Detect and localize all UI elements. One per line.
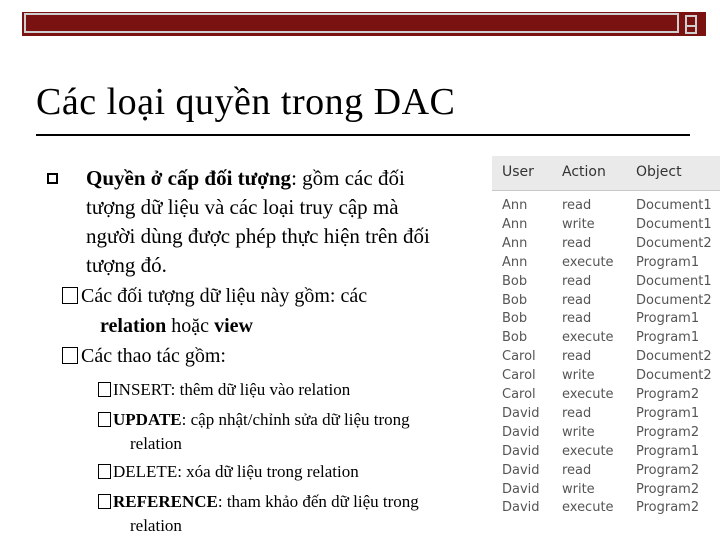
operation-text: INSERT: thêm dữ liệu vào relation	[113, 380, 351, 399]
op-bullet-box-icon	[98, 464, 111, 479]
cell-object: Document2	[636, 292, 712, 308]
cell-action: read	[562, 292, 592, 308]
top-decor-bar	[22, 12, 706, 36]
table-row	[492, 328, 720, 347]
cell-action: read	[562, 462, 592, 478]
cell-user: Ann	[502, 216, 528, 232]
cell-user: Carol	[502, 368, 536, 384]
operation-keyword: REFERENCE	[113, 492, 218, 511]
cell-action: write	[562, 368, 595, 384]
sub-bullet-1	[62, 282, 367, 310]
cell-user: Bob	[502, 311, 528, 327]
title-underline	[36, 134, 690, 136]
cell-action: execute	[562, 500, 614, 516]
table-row	[492, 366, 720, 385]
operation-keyword: UPDATE	[113, 410, 182, 429]
table-row	[492, 442, 720, 461]
table-row	[492, 423, 720, 442]
cell-user: David	[502, 481, 540, 497]
op-bullet-box-icon	[98, 412, 111, 427]
operation-item	[98, 408, 410, 432]
main-bullet-text	[86, 164, 486, 280]
cell-user: David	[502, 500, 540, 516]
cell-user: David	[502, 462, 540, 478]
cell-object: Program1	[636, 311, 700, 327]
or-word: hoặc	[166, 315, 215, 337]
top-bar-outline	[24, 13, 679, 33]
cell-object: Document2	[636, 235, 712, 251]
operation-item	[98, 460, 359, 484]
cell-user: David	[502, 443, 540, 459]
operation-item	[98, 378, 350, 402]
op-bullet-box-icon	[98, 382, 111, 397]
main-bullet-bold: Quyền ở cấp đối tượng	[86, 166, 292, 190]
cell-object: Document1	[636, 216, 712, 232]
cell-action: write	[562, 481, 595, 497]
cell-action: read	[562, 198, 592, 213]
cell-object: Program2	[636, 481, 700, 497]
sub-bullet-2-text: Các thao tác gồm:	[81, 345, 226, 367]
cell-user: Carol	[502, 349, 536, 365]
cell-action: read	[562, 405, 592, 421]
cell-user: Carol	[502, 387, 536, 402]
cell-user: Ann	[502, 198, 528, 213]
bullet-square-icon	[47, 173, 58, 184]
cell-user: David	[502, 424, 540, 440]
cell-user: Bob	[502, 292, 528, 308]
cell-action: read	[562, 311, 592, 327]
cell-action: read	[562, 273, 592, 289]
table-row	[492, 461, 720, 480]
table-row	[492, 291, 720, 310]
table-row	[492, 234, 720, 253]
header-object: Object	[636, 164, 682, 180]
cell-action: write	[562, 424, 595, 440]
table-row	[492, 385, 720, 404]
table-row	[492, 309, 720, 328]
cell-object: Document2	[636, 368, 712, 384]
cell-user: Bob	[502, 330, 528, 346]
sub-bullet-2	[62, 342, 226, 370]
table-row	[492, 347, 720, 366]
cell-user: Bob	[502, 273, 528, 289]
table-row	[492, 253, 720, 272]
operation-text: DELETE: xóa dữ liệu trong relation	[113, 462, 359, 481]
sub-bullet-box-icon	[62, 347, 78, 364]
cell-action: read	[562, 349, 592, 365]
table-row	[492, 404, 720, 423]
op-bullet-box-icon	[98, 494, 111, 509]
cell-user: David	[502, 405, 540, 421]
slide-title: Các loại quyền trong DAC	[36, 81, 456, 123]
cell-action: write	[562, 216, 595, 232]
table-row	[492, 480, 720, 499]
cell-action: execute	[562, 387, 614, 402]
cell-object: Program2	[636, 424, 700, 440]
cell-object: Document1	[636, 273, 712, 289]
cell-object: Program1	[636, 330, 700, 346]
view-word: view	[214, 315, 253, 337]
main-bullet-rest: : gồm các đối	[291, 166, 405, 190]
cell-object: Document2	[636, 349, 712, 365]
cell-action: execute	[562, 254, 614, 270]
cell-object: Program1	[636, 405, 700, 421]
operation-text-cont: relation	[130, 516, 182, 535]
operation-text-cont: relation	[130, 434, 182, 453]
main-bullet-line2: tượng dữ liệu và các loại truy cập mà	[86, 195, 399, 219]
operation-text: : tham khảo đến dữ liệu trong	[217, 492, 419, 511]
cell-object: Document1	[636, 198, 712, 213]
header-user: User	[502, 164, 534, 180]
cell-user: Ann	[502, 235, 528, 251]
main-bullet-line3: người dùng được phép thực hiện trên đối	[86, 224, 430, 248]
cell-object: Program1	[636, 254, 700, 270]
sub-bullet-1-cont	[100, 312, 253, 340]
cell-object: Program2	[636, 462, 700, 478]
sub-bullet-1-text: Các đối tượng dữ liệu này gồm: các	[81, 285, 368, 307]
main-bullet-line4: tượng đó.	[86, 253, 167, 277]
top-bar-square-2	[685, 25, 697, 34]
operation-item	[98, 490, 419, 514]
cell-object: Program1	[636, 443, 700, 459]
cell-action: execute	[562, 330, 614, 346]
relation-word: relation	[100, 315, 167, 337]
cell-object: Program2	[636, 387, 700, 402]
table-row	[492, 196, 720, 215]
sub-bullet-box-icon	[62, 287, 78, 304]
table-row	[492, 498, 720, 517]
operation-text: : cập nhật/chỉnh sửa dữ liệu trong	[181, 410, 410, 429]
cell-action: read	[562, 235, 592, 251]
cell-object: Program2	[636, 500, 700, 516]
header-action: Action	[562, 164, 606, 180]
cell-user: Ann	[502, 254, 528, 270]
table-header	[492, 156, 720, 191]
cell-action: execute	[562, 443, 614, 459]
table-row	[492, 215, 720, 234]
table-row	[492, 272, 720, 291]
acl-table	[492, 156, 720, 520]
